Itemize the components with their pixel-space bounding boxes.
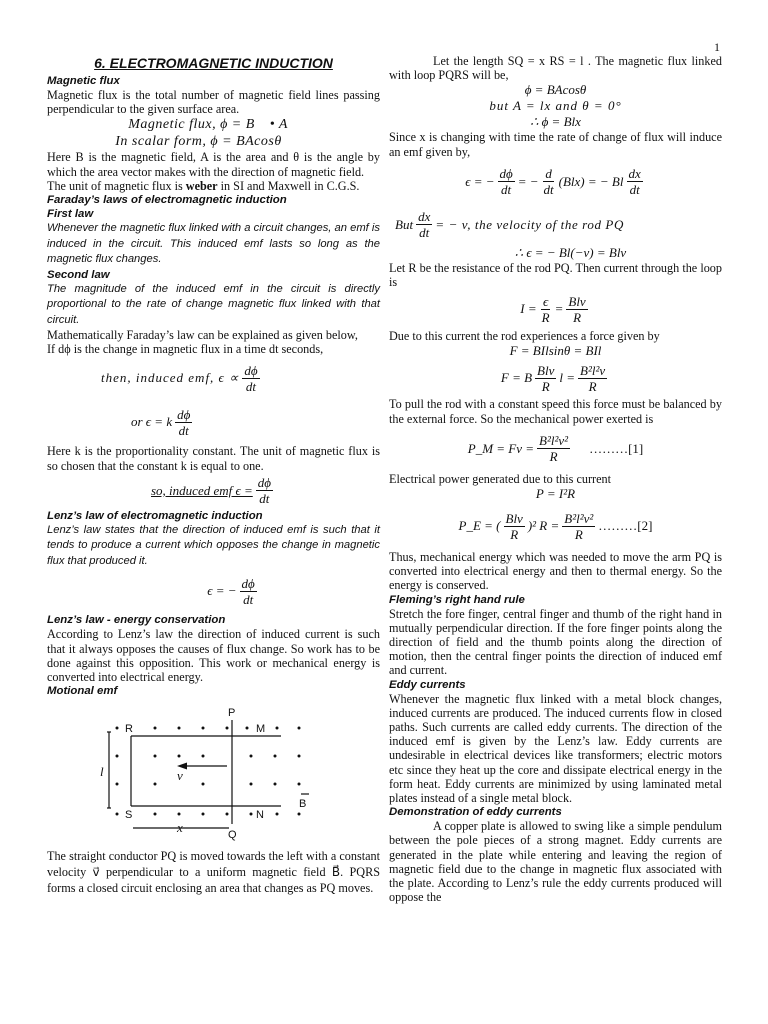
- fraction-dphi-dt: [175, 407, 192, 438]
- equation-emf-proportional: [47, 356, 380, 400]
- equation-tag-2: ………[2]: [598, 518, 653, 534]
- label-p: P: [228, 707, 236, 720]
- equation-tag-1: ………[1]: [589, 440, 644, 456]
- fraction-numerator: dϕ: [244, 362, 258, 378]
- fraction-b2l2v2-r: [562, 511, 595, 542]
- paragraph-straight-conductor: The straight conductor PQ is moved towards the left with a constant velocity v⃗ perpendicular to a uniform magnetic field B⃗. PQRS forms a closed circuit enclosing an area that changes as PQ moves.: [47, 849, 380, 896]
- electrical-power-lead: P_E = (: [458, 518, 501, 534]
- equation-lenz: [47, 569, 380, 613]
- equation-mechanical-power: [389, 426, 722, 472]
- equation-phi: ϕ = BAcosθ: [524, 82, 587, 98]
- label-n: N: [256, 809, 264, 822]
- label-x: x: [177, 820, 183, 836]
- fraction-b2l2v2-r: [537, 433, 570, 464]
- equation-force-expanded: [389, 359, 722, 397]
- paragraph-flux-unit: [47, 179, 380, 193]
- force-expanded-lead: F = B: [500, 370, 533, 386]
- emf-derivation-c: (Blx) = − Bl: [558, 173, 624, 189]
- fraction-denominator: R: [549, 449, 558, 465]
- emf-derivation-a: ϵ = −: [465, 173, 495, 189]
- equation-current: [389, 289, 722, 329]
- paragraph-flux-symbols: Here B is the magnetic field, A is the area and θ is the angle by which the area vector makes with the direction of magnetic field.: [47, 150, 380, 179]
- unit-text-a: The unit of magnetic flux is: [47, 178, 186, 193]
- fraction-numerator: ϵ: [542, 293, 549, 309]
- fraction-denominator: R: [541, 378, 550, 394]
- fraction-denominator: dt: [243, 591, 254, 607]
- velocity-lead: But: [395, 216, 414, 232]
- equation-force: F = BIlsinθ = BIl: [509, 343, 602, 359]
- fraction-denominator: dt: [629, 182, 640, 198]
- fraction-denominator: dt: [178, 422, 189, 438]
- equation-velocity: [389, 205, 722, 245]
- fraction-denominator: dt: [543, 182, 554, 198]
- heading-faraday-laws: Faraday’s laws of electromagnetic induction: [47, 194, 287, 207]
- equals-sign: =: [554, 301, 564, 317]
- paragraph-electrical-power: Electrical power generated due to this current: [389, 471, 611, 486]
- fraction-denominator: R: [510, 526, 519, 542]
- fraction-dphi-dt: [256, 475, 273, 506]
- fraction-eps-r: [540, 294, 552, 325]
- paragraph-energy-conserved: Thus, mechanical energy which was needed to move the arm PQ is converted into electrical energy and then to thermal energy. So the energy is conserved.: [389, 550, 722, 593]
- paragraph-since-x: Since x is changing with time the rate of change of flux will induce an emf given by,: [389, 130, 722, 159]
- label-r: R: [125, 723, 133, 736]
- label-m: M: [256, 723, 266, 736]
- fraction-numerator: B²l²v: [580, 362, 606, 378]
- emf-k-lead: or ϵ = k: [131, 414, 173, 430]
- fraction-d-dt: [542, 166, 556, 197]
- fraction-denominator: R: [573, 309, 582, 325]
- fraction-numerator: dϕ: [241, 575, 255, 591]
- equation-induced-emf: [47, 473, 380, 509]
- heading-lenz-energy: Lenz’s law - energy conservation: [47, 614, 226, 627]
- paragraph-proportionality-constant: Here k is the proportionality constant. The unit of magnetic flux is so chosen that the constant k is equal to one.: [47, 444, 380, 473]
- fraction-numerator: d: [545, 166, 552, 182]
- equation-flux-scalar: In scalar form, ϕ = BAcosθ: [115, 134, 282, 150]
- first-law-text: Whenever the magnetic flux linked with a circuit changes, an emf is induced in the circuit. This induced emf lasts so long as the magnetic flux changes.: [47, 222, 380, 266]
- heading-motional-emf: Motional emf: [47, 685, 118, 698]
- mechanical-power-lead: P_M = Fv =: [467, 440, 535, 456]
- paragraph-lenz-energy: According to Lenz’s law the direction of induced current is such that it always opposes the causes of flux change. So work has to be done against this opposition. This work or mechanical energy is converted into electrical energy.: [47, 627, 380, 684]
- fraction-numerator: dx: [418, 209, 431, 225]
- heading-second-law: Second law: [47, 268, 110, 281]
- equation-but-area: but A = lx and θ = 0°: [489, 98, 622, 114]
- paragraph-let-r: Let R be the resistance of the rod PQ. Then current through the loop is: [389, 260, 722, 290]
- left-column: [47, 54, 380, 896]
- fraction-denominator: R: [541, 309, 550, 325]
- fraction-numerator: dϕ: [257, 475, 271, 491]
- unit-text-b: in SI and Maxwell in C.G.S.: [217, 178, 360, 193]
- paragraph-change-in-flux: If dϕ is the change in magnetic flux in a time dt seconds,: [47, 342, 324, 357]
- fraction-dx-dt: [627, 166, 643, 197]
- fraction-dphi-dt: [240, 576, 257, 607]
- fraction-denominator: dt: [501, 182, 512, 198]
- fraction-numerator: Blv: [537, 362, 555, 378]
- heading-eddy-currents: Eddy currents: [389, 678, 466, 691]
- fraction-numerator: B²l²v²: [564, 510, 594, 526]
- heading-first-law: First law: [47, 208, 94, 221]
- fraction-numerator: dϕ: [499, 166, 513, 182]
- fraction-blv-r: [504, 511, 525, 542]
- fraction-denominator: dt: [419, 225, 430, 241]
- equation-emf-blv: ∴ ϵ = − Bl(−v) = Blv: [514, 244, 627, 260]
- fraction-numerator: dx: [628, 166, 641, 182]
- unit-weber: weber: [185, 178, 218, 193]
- emf-derivation-b: = −: [517, 173, 539, 189]
- fraction-dx-dt: [416, 209, 432, 240]
- heading-magnetic-flux: Magnetic flux: [47, 75, 120, 87]
- motional-emf-diagram: [97, 704, 317, 844]
- equation-flux-vector: Magnetic flux, ϕ = B⃗ • A⃗: [128, 117, 299, 133]
- force-expanded-mid: l =: [559, 370, 575, 386]
- label-b: B: [299, 798, 307, 811]
- paragraph-mathematically: Mathematically Faraday’s law can be explained as given below,: [47, 328, 358, 343]
- second-law-text: The magnitude of the induced emf in the circuit is directly proportional to the rate of change magnetic flux linked with that circuit.: [47, 282, 380, 326]
- fraction-dphi-dt: [498, 166, 515, 197]
- circuit-rails: [107, 720, 309, 828]
- lenz-equation-lead: ϵ = −: [207, 583, 237, 599]
- fraction-denominator: R: [588, 378, 597, 394]
- paragraph-eddy-demonstration: A copper plate is allowed to swing like a simple pendulum between the pole pieces of a strong magnet. Eddy currents are generated in the plate while entering and leaving the region of magnetic field due to the change in magnetic flux associated with the plate. According to Lenz’s rule the eddy currents produced will oppose the: [389, 819, 722, 905]
- equation-power-i2r: P = I²R: [535, 486, 576, 502]
- heading-lenz-law: Lenz’s law of electromagnetic induction: [47, 509, 263, 522]
- field-dots: [116, 727, 301, 816]
- current-lead: I =: [520, 301, 537, 317]
- paragraph-due-current: Due to this current the rod experiences a force given by: [389, 329, 660, 344]
- fraction-blv-r: [566, 294, 587, 325]
- paragraph-eddy-currents: Whenever the magnetic flux linked with a metal block changes, induced currents are produced. The induced currents flow in closed paths. Such currents are called eddy currents. The direction of the induced emf is given by the Lenz’s law. Eddy currents are undesirable in electrical devices like transformers; electric motors etc since they heat up the core and dissipate electrical energy in the form heat. Eddy currents are minimized by using laminated metal plates instead of a single metal block.: [389, 691, 722, 806]
- label-l: l: [100, 764, 104, 780]
- chapter-title: 6. ELECTROMAGNETIC INDUCTION: [94, 55, 333, 71]
- fraction-blv-r: [535, 363, 556, 394]
- right-column: [389, 54, 722, 905]
- velocity-tail: = − v, the velocity of the rod PQ: [435, 216, 624, 232]
- fraction-b2l2v-r: [578, 363, 607, 394]
- equation-emf-k: [47, 400, 380, 444]
- fraction-dphi-dt: [242, 363, 259, 394]
- fraction-denominator: dt: [245, 378, 256, 394]
- label-q: Q: [228, 829, 237, 842]
- paragraph-fleming-rule: Stretch the fore finger, central finger and thumb of the right hand in mutually perpendicular direction. If the fore finger points along the direction of field and the thumb points along the direction of motion, then the central finger points the direction of induced emf and current.: [389, 606, 722, 678]
- equation-electrical-power: [389, 502, 722, 550]
- fraction-numerator: Blv: [505, 510, 523, 526]
- fraction-numerator: Blv: [568, 293, 586, 309]
- paragraph-let-length: Let the length SQ = x RS = l . The magnetic flux linked with loop PQRS will be,: [389, 54, 722, 83]
- fraction-numerator: B²l²v²: [539, 433, 569, 449]
- equation-emf-derivation: [389, 159, 722, 205]
- lenz-law-text: Lenz’s law states that the direction of induced emf is such that it tends to produce a current which opposes the change in magnetic flux that produced it.: [47, 523, 380, 567]
- paragraph-flux-definition: Magnetic flux is the total number of magnetic field lines passing perpendicular to the given surface area.: [47, 88, 380, 117]
- label-v: v: [177, 768, 183, 784]
- fraction-numerator: dϕ: [177, 406, 191, 422]
- fraction-denominator: dt: [259, 491, 270, 507]
- fraction-denominator: R: [574, 526, 583, 542]
- emf-proportional-lead: then, induced emf, ϵ ∝: [101, 370, 240, 386]
- paragraph-pull-rod: To pull the rod with a constant speed this force must be balanced by the external force. So the mechanical power exerted is: [389, 397, 722, 426]
- label-s: S: [125, 809, 133, 822]
- induced-emf-lead: so, induced emf ϵ =: [151, 482, 253, 498]
- equation-therefore-phi: ∴ ϕ = Blx: [530, 114, 581, 130]
- page-number: 1: [714, 40, 720, 54]
- heading-eddy-demonstration: Demonstration of eddy currents: [389, 806, 562, 819]
- electrical-power-mid: )² R =: [527, 518, 560, 534]
- heading-fleming-rule: Fleming’s right hand rule: [389, 593, 525, 606]
